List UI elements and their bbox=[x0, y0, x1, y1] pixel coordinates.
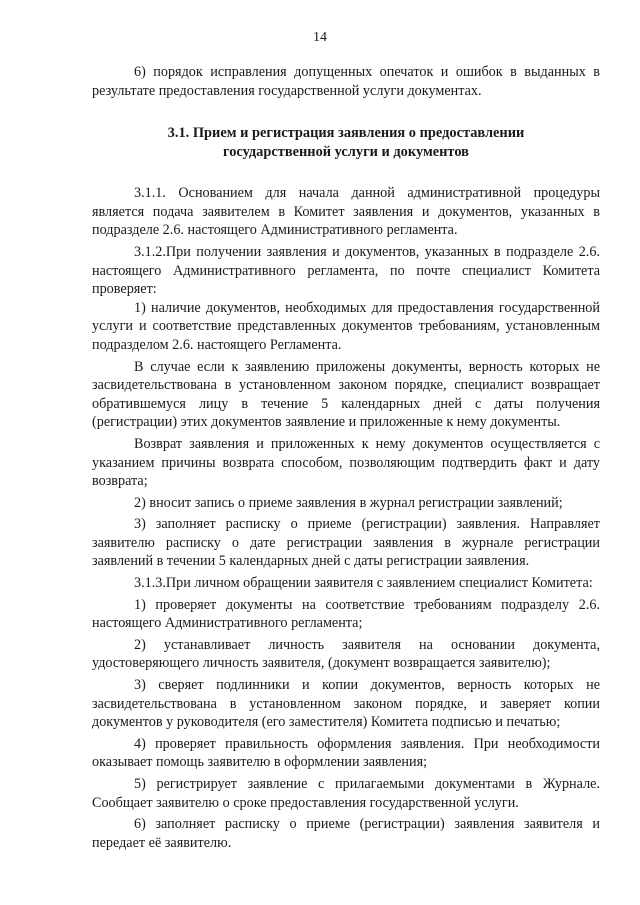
paragraph-verify-copies: 3) сверяет подлинники и копии документов, верность которых не засвидетельствована в установленном законом порядке, и заверяет копии документов у руководителя (его заместителя) Комитета подписью и печатью; bbox=[92, 677, 600, 731]
paragraph-receipt: 3) заполняет расписку о приеме (регистрации) заявления. Направляет заявителю расписку о дате регистрации заявления в журнале регистрации заявлений в течении 5 календарных дней с даты регистрации заявления. bbox=[92, 516, 600, 570]
paragraph-journal-entry: 2) вносит запись о приеме заявления в журнал регистрации заявлений; bbox=[134, 494, 563, 511]
intro-paragraph: 6) порядок исправления допущенных опечаток и ошибок в выданных в результате предоставления государственной услуги документах. bbox=[92, 64, 600, 99]
paragraph-issue-receipt: 6) заполняет расписку о приеме (регистрации) заявления заявителя и передает её заявителю. bbox=[92, 816, 600, 851]
paragraph-3-1-2: 3.1.2.При получении заявления и документов, указанных в подразделе 2.6. настоящего Административного регламента, по почте специалист Комитета проверяет: bbox=[92, 243, 600, 298]
page-number: 14 bbox=[313, 30, 327, 45]
paragraph-unverified-documents: В случае если к заявлению приложены документы, верность которых не засвидетельствована в установленном законом порядке, специалист возвращает обратившемуся лицу в течение 5 календарных дней с даты получения (регистрации) этих документов заявление и приложенные к нему документы. bbox=[92, 358, 600, 431]
document-body bbox=[92, 63, 600, 852]
paragraph-3-1-3: 3.1.3.При личном обращении заявителя с заявлением специалист Комитета: bbox=[134, 575, 593, 592]
paragraph-return-documents: Возврат заявления и приложенных к нему документов осуществляется с указанием причины возврата способом, позволяющим подтвердить факт и дату возврата; bbox=[92, 435, 600, 490]
paragraph-3-1-1: 3.1.1. Основанием для начала данной административной процедуры является подача заявителем в Комитет заявления и документов, указанных в подразделе 2.6. настоящего Административного регламента. bbox=[92, 185, 600, 239]
paragraph-check-requirements: 1) проверяет документы на соответствие требованиям подразделу 2.6. настоящего Административного регламента; bbox=[92, 596, 600, 632]
paragraph-check-application: 4) проверяет правильность оформления заявления. При необходимости оказывает помощь заявителю в оформлении заявления; bbox=[92, 735, 600, 771]
paragraph-identify-applicant: 2) устанавливает личность заявителя на основании документа, удостоверяющего личность заявителя, (документ возвращается заявителю); bbox=[92, 636, 600, 672]
paragraph-check-documents: 1) наличие документов, необходимых для предоставления государственной услуги и соответствие представленных документов требованиям, установленным подразделом 2.6. настоящего Регламента. bbox=[92, 299, 600, 353]
paragraph-register-application: 5) регистрирует заявление с прилагаемыми документами в Журнале. Сообщает заявителю о сроке предоставления государственной услуги. bbox=[92, 776, 600, 811]
section-heading: 3.1. Прием и регистрация заявления о предоставлении государственной услуги и документов bbox=[167, 125, 525, 161]
